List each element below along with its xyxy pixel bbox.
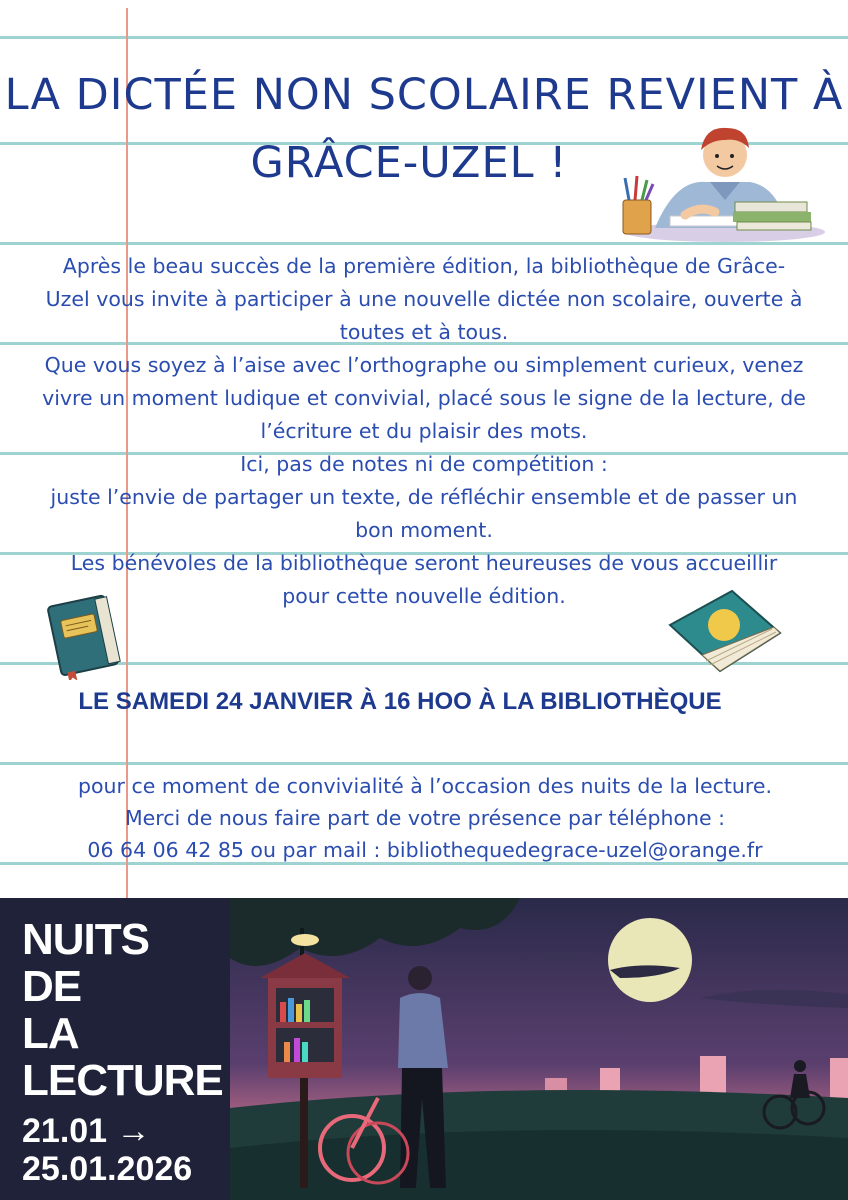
banner-title-line: DE <box>22 962 82 1011</box>
poster-title-line-2: GRÂCE-UZEL ! <box>250 138 568 188</box>
contact-text <box>20 770 830 866</box>
boy-writing-illustration <box>615 120 830 245</box>
contact-line[interactable]: 06 64 06 42 85 ou par mail : bibliothequedegrace-uzel@orange.fr <box>87 838 763 862</box>
banner-title-line: NUITS <box>22 915 149 964</box>
banner-dates <box>22 1112 192 1188</box>
body-line: juste l’envie de partager un texte, de réfléchir ensemble et de passer un <box>50 485 798 509</box>
poster-title-line-1: LA DICTÉE NON SCOLAIRE REVIENT À <box>4 70 844 120</box>
banner-date-start: 21.01 → <box>22 1112 151 1150</box>
nuits-de-la-lecture-banner <box>0 898 848 1200</box>
body-line: bon moment. <box>355 518 493 542</box>
body-line: pour cette nouvelle édition. <box>282 584 566 608</box>
contact-line: pour ce moment de convivialité à l’occasion des nuits de la lecture. <box>78 774 772 798</box>
contact-line: Merci de nous faire part de votre présence par téléphone : <box>124 806 726 830</box>
open-book-illustration <box>662 585 787 680</box>
closed-book-illustration <box>40 590 130 680</box>
body-line: Après le beau succès de la première édition, la bibliothèque de Grâce- <box>62 254 786 278</box>
body-line: Que vous soyez à l’aise avec l’orthographe ou simplement curieux, venez <box>44 353 804 377</box>
banner-title <box>22 916 223 1104</box>
body-line: Les bénévoles de la bibliothèque seront heureuses de vous accueillir <box>70 551 778 575</box>
banner-title-line: LECTURE <box>22 1056 223 1105</box>
event-date-line: LE SAMEDI 24 JANVIER À 16 HOO À LA BIBLIOTHÈQUE <box>78 688 722 715</box>
body-line: Ici, pas de notes ni de compétition : <box>240 452 608 476</box>
banner-date-end: 25.01.2026 <box>22 1150 193 1188</box>
body-line: Uzel vous invite à participer à une nouvelle dictée non scolaire, ouverte à <box>45 287 803 311</box>
banner-title-line: LA <box>22 1009 79 1058</box>
poster-body-text <box>18 250 830 613</box>
body-line: toutes et à tous. <box>339 320 509 344</box>
body-line: vivre un moment ludique et convivial, placé sous le signe de la lecture, de <box>42 386 806 410</box>
body-line: l’écriture et du plaisir des mots. <box>260 419 588 443</box>
